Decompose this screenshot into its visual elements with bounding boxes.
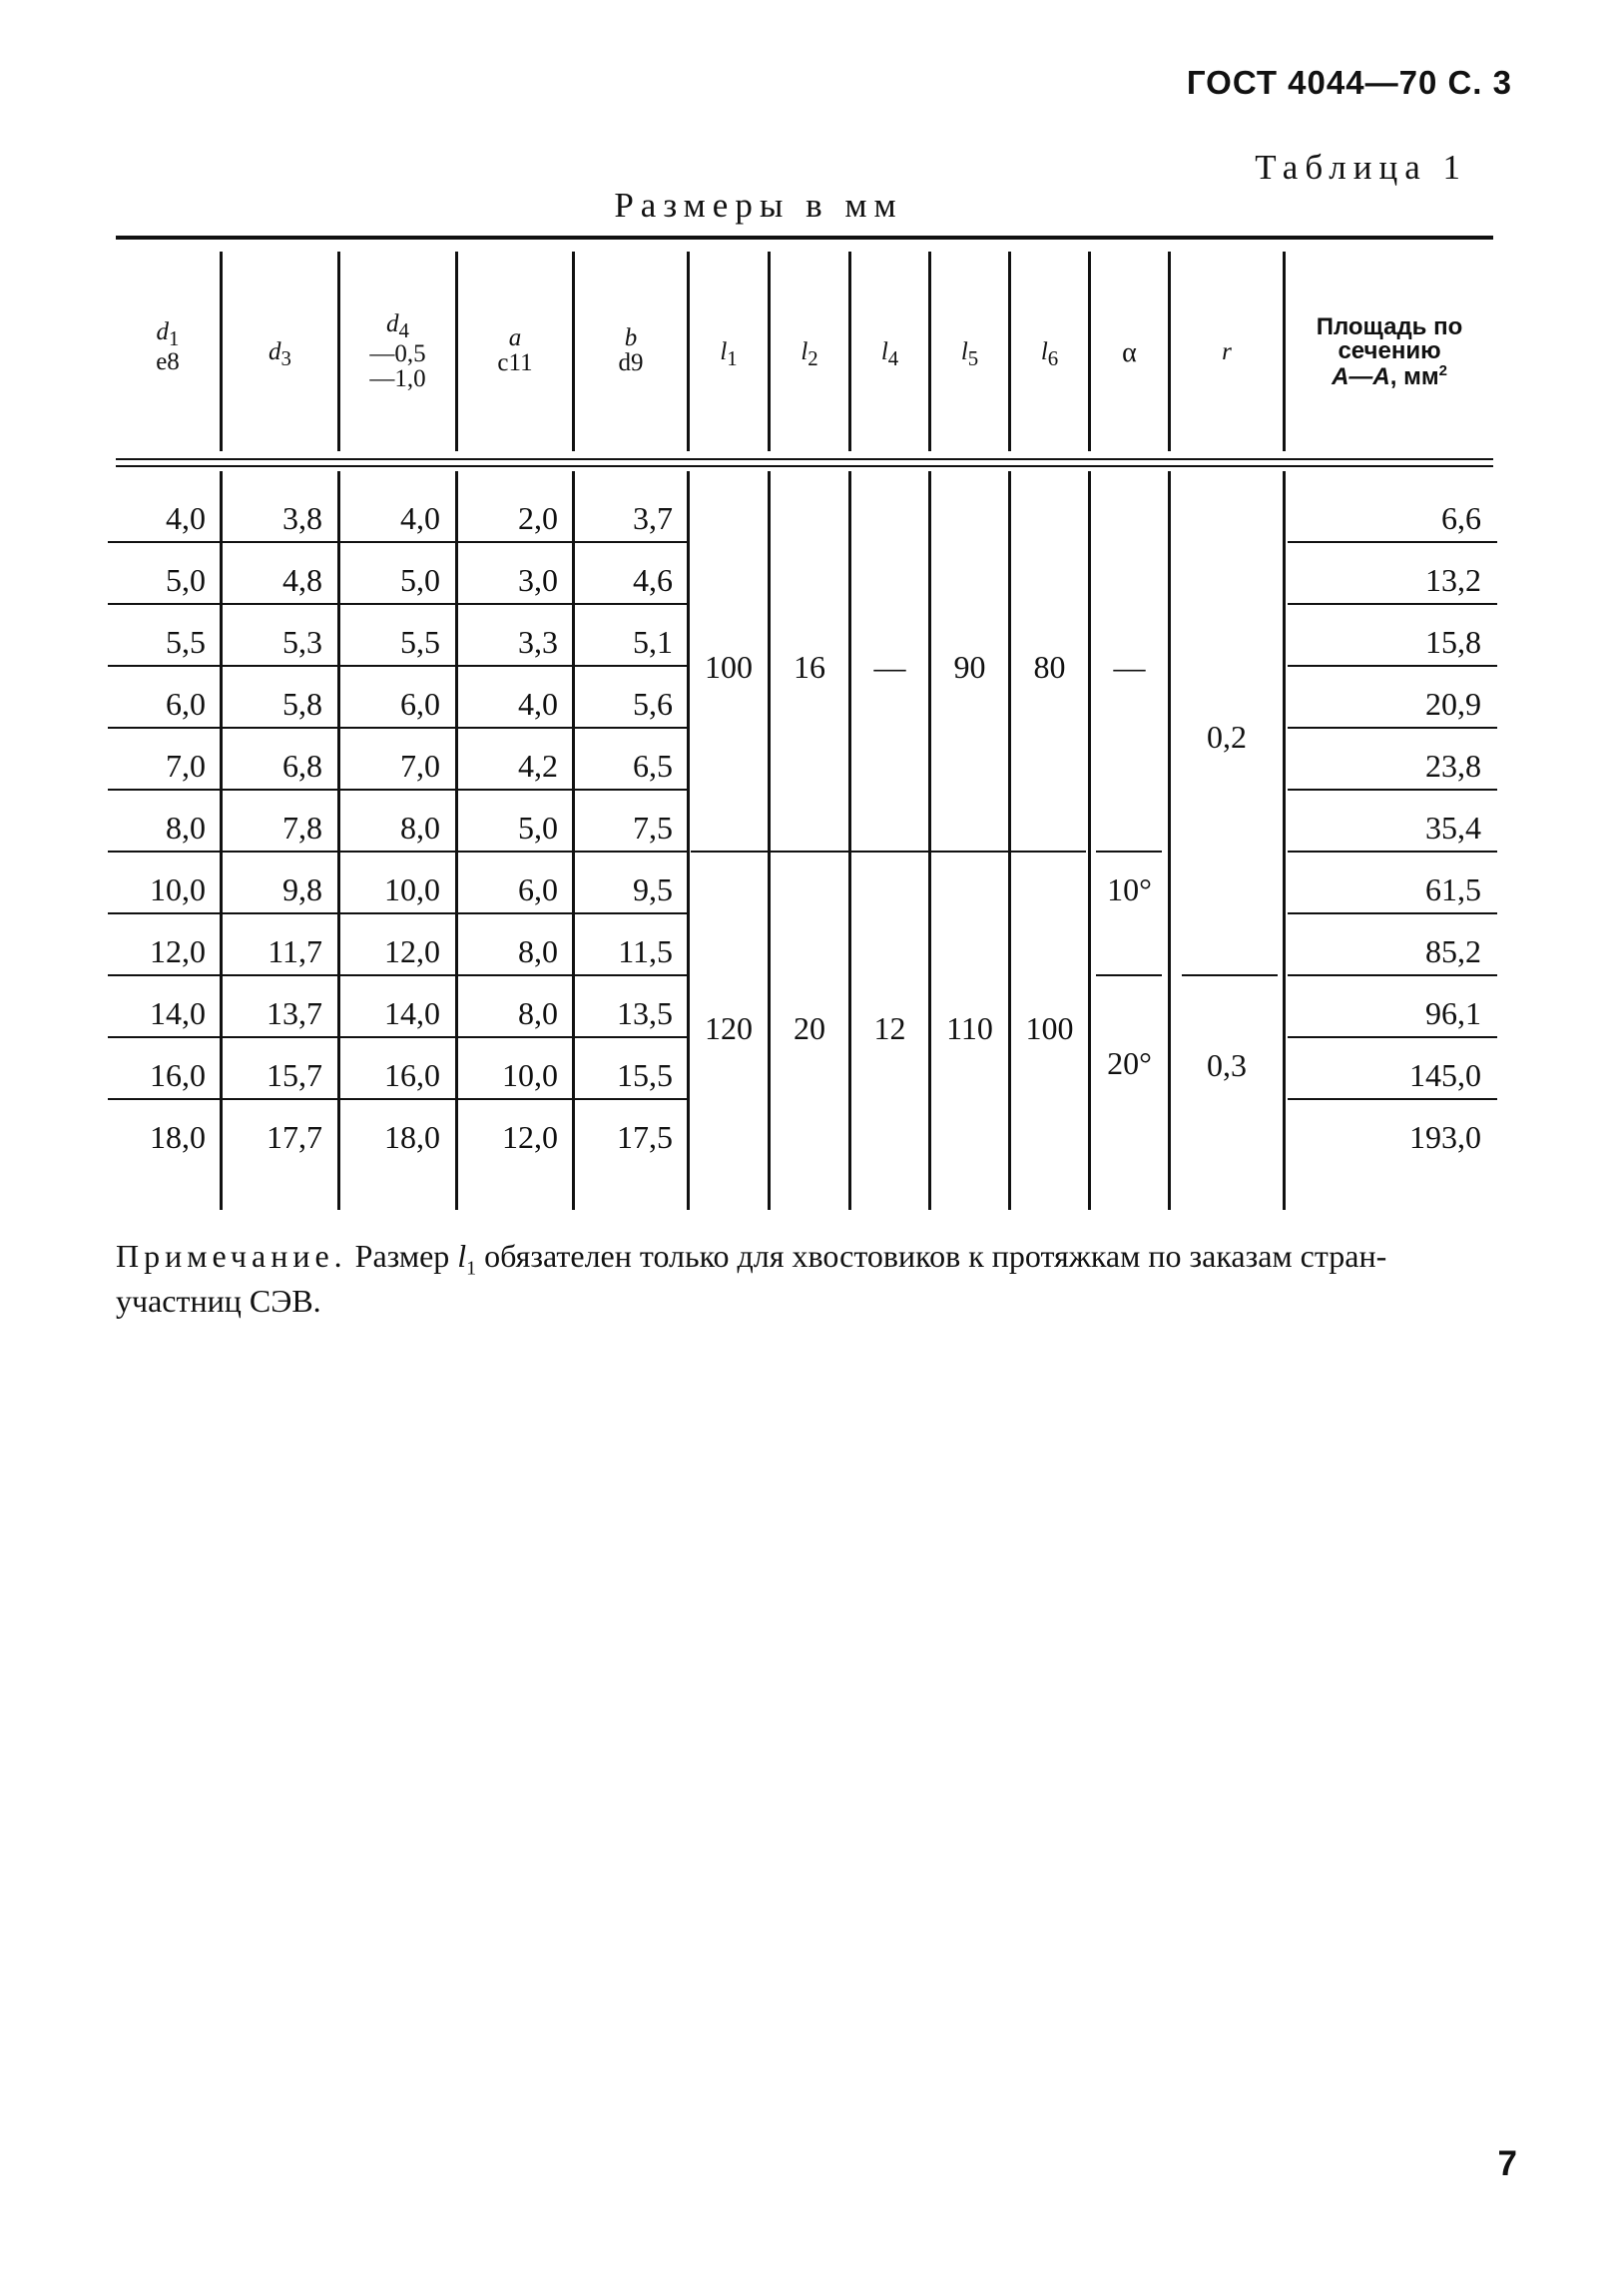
- cell-d4: 6,0: [400, 686, 440, 722]
- cell-a: 8,0: [518, 995, 558, 1031]
- cell-area: 61,5: [1425, 871, 1481, 907]
- cell-d3: 13,7: [267, 995, 322, 1031]
- cell-b: 11,5: [618, 933, 673, 969]
- col-header-alpha: α: [1122, 337, 1137, 368]
- cell-d4: 14,0: [384, 995, 440, 1031]
- cell-a: 2,0: [518, 500, 558, 536]
- group2-l5: 110: [946, 1010, 993, 1046]
- alpha-10: 10°: [1107, 871, 1152, 907]
- dimensions-label: Размеры в мм: [614, 186, 903, 225]
- col-header-d3: $d_3$: [269, 338, 291, 370]
- cell-d3: 5,3: [282, 624, 322, 660]
- cell-d1: 8,0: [166, 810, 206, 846]
- col-header-l2: $l_2$: [801, 338, 818, 370]
- cell-a: 8,0: [518, 933, 558, 969]
- cell-a: 10,0: [502, 1057, 558, 1093]
- group1-l2: 16: [794, 649, 825, 685]
- col-header-l1: $l_1$: [720, 338, 738, 370]
- cell-a: 3,0: [518, 562, 558, 598]
- cell-area: 85,2: [1425, 933, 1481, 969]
- cell-b: 3,7: [633, 500, 673, 536]
- cell-b: 15,5: [617, 1057, 673, 1093]
- group2-l6: 100: [1025, 1010, 1074, 1046]
- cell-d3: 7,8: [282, 810, 322, 846]
- table-label: Таблица 1: [1255, 148, 1467, 187]
- col-header-l4: $l_4$: [880, 338, 899, 370]
- cell-d4: 5,5: [400, 624, 440, 660]
- cell-b: 7,5: [633, 810, 673, 846]
- col-header-area: Площадь по сечению А—А, $мм^2$: [1316, 313, 1463, 390]
- standard-header: ГОСТ 4044—70 С. 3: [1186, 64, 1512, 101]
- cell-area: 13,2: [1425, 562, 1481, 598]
- cell-d1: 4,0: [166, 500, 206, 536]
- cell-d4: 18,0: [384, 1119, 440, 1155]
- cell-d4: 10,0: [384, 871, 440, 907]
- cell-b: 5,6: [633, 686, 673, 722]
- cell-a: 4,2: [518, 748, 558, 784]
- cell-d3: 11,7: [268, 933, 322, 969]
- group2-l2: 20: [794, 1010, 825, 1046]
- cell-a: 12,0: [502, 1119, 558, 1155]
- cell-b: 13,5: [617, 995, 673, 1031]
- cell-d1: 12,0: [150, 933, 206, 969]
- cell-d1: 10,0: [150, 871, 206, 907]
- cell-d3: 9,8: [282, 871, 322, 907]
- header-rule-1: [116, 458, 1493, 460]
- cell-d3: 15,7: [267, 1057, 322, 1093]
- col-header-r: r: [1222, 338, 1232, 365]
- cell-d3: 4,8: [282, 562, 322, 598]
- col-header-a: a c11: [497, 324, 533, 376]
- cell-b: 17,5: [617, 1119, 673, 1155]
- r-0-2: 0,2: [1207, 719, 1247, 755]
- cell-d4: 5,0: [400, 562, 440, 598]
- col-header-l6: $l_6$: [1040, 338, 1059, 370]
- cell-d1: 16,0: [150, 1057, 206, 1093]
- cell-b: 9,5: [633, 871, 673, 907]
- cell-area: 193,0: [1409, 1119, 1481, 1155]
- alpha-20: 20°: [1107, 1045, 1152, 1081]
- cell-d4: 4,0: [400, 500, 440, 536]
- cell-d1: 5,5: [166, 624, 206, 660]
- cell-area: 15,8: [1425, 624, 1481, 660]
- cell-d4: 7,0: [400, 748, 440, 784]
- cell-d4: 12,0: [384, 933, 440, 969]
- cell-a: 5,0: [518, 810, 558, 846]
- cell-d1: 5,0: [166, 562, 206, 598]
- cell-d3: 5,8: [282, 686, 322, 722]
- cell-d3: 17,7: [267, 1119, 322, 1155]
- header-rule-2: [116, 465, 1493, 467]
- group2-l1: 120: [705, 1010, 753, 1046]
- group1-l5: 90: [953, 649, 986, 685]
- cell-d1: 18,0: [150, 1119, 206, 1155]
- cell-a: 3,3: [518, 624, 558, 660]
- group1-alpha: —: [1113, 649, 1146, 685]
- cell-a: 4,0: [518, 686, 558, 722]
- cell-area: 96,1: [1425, 995, 1481, 1031]
- col-header-d1: $d_1$ e8: [156, 318, 180, 375]
- col-header-d4: $d_4$ —0,5 —1,0: [369, 310, 426, 392]
- group2-l4: 12: [873, 1010, 906, 1046]
- cell-d1: 7,0: [166, 748, 206, 784]
- cell-d3: 6,8: [282, 748, 322, 784]
- group1-l6: 80: [1033, 649, 1066, 685]
- col-header-l5: $l_5$: [960, 338, 979, 370]
- page-number: 7: [1497, 2144, 1517, 2183]
- col-header-b: b d9: [618, 324, 644, 376]
- cell-area: 145,0: [1409, 1057, 1481, 1093]
- group1-l4: —: [873, 649, 906, 685]
- cell-d1: 14,0: [150, 995, 206, 1031]
- cell-area: 6,6: [1441, 500, 1481, 536]
- cell-area: 35,4: [1425, 810, 1481, 846]
- cell-b: 5,1: [633, 624, 673, 660]
- table-top-rule: [116, 236, 1493, 240]
- cell-d4: 8,0: [400, 810, 440, 846]
- cell-d3: 3,8: [282, 500, 322, 536]
- table-note: Примечание. Размер $l_1$ обязателен только для хвостовиков к протяжкам по заказам стран-участниц СЭВ.: [116, 1238, 1387, 1320]
- cell-b: 4,6: [633, 562, 673, 598]
- cell-b: 6,5: [633, 748, 673, 784]
- cell-a: 6,0: [518, 871, 558, 907]
- cell-area: 20,9: [1425, 686, 1481, 722]
- r-0-3: 0,3: [1207, 1047, 1247, 1083]
- cell-area: 23,8: [1425, 748, 1481, 784]
- cell-d4: 16,0: [384, 1057, 440, 1093]
- cell-d1: 6,0: [166, 686, 206, 722]
- group1-l1: 100: [705, 649, 753, 685]
